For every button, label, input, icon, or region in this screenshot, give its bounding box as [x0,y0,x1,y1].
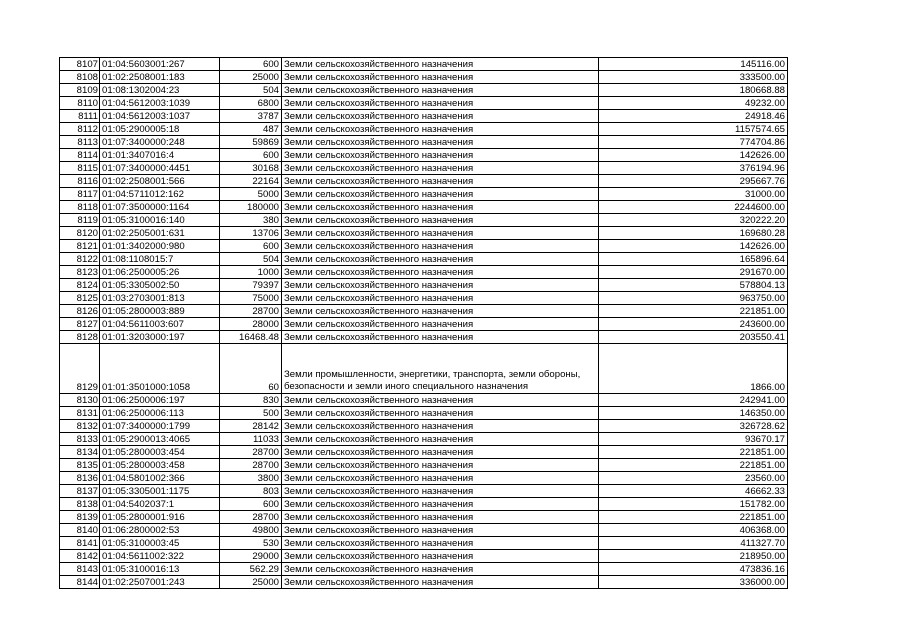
table-row [60,227,788,240]
land-category-cell: Земли сельскохозяйственного назначения [282,292,599,305]
land-category-cell: Земли сельскохозяйственного назначения [282,420,599,433]
cadastral-number-cell: 01:04:5711012:162 [100,188,220,201]
cadastral-value-cell: 326728.62 [599,420,788,433]
cadastral-number-cell: 01:08:1302004:23 [100,84,220,97]
row-number-cell: 8119 [60,214,100,227]
land-category-cell: Земли сельскохозяйственного назначения [282,394,599,407]
cadastral-number-cell: 01:05:2800003:458 [100,459,220,472]
cadastral-number-cell: 01:01:3407016:4 [100,149,220,162]
land-category-cell: Земли сельскохозяйственного назначения [282,58,599,71]
row-number-cell: 8116 [60,175,100,188]
cadastral-value-cell: 142626.00 [599,149,788,162]
row-number-cell: 8131 [60,407,100,420]
cadastral-value-cell: 291670.00 [599,266,788,279]
row-number-cell: 8129 [60,344,100,394]
table-body [60,58,788,589]
table-row [60,188,788,201]
table-row [60,253,788,266]
row-number-cell: 8144 [60,576,100,589]
land-category-cell: Земли сельскохозяйственного назначения [282,136,599,149]
cadastral-value-cell: 46662.33 [599,485,788,498]
cadastral-number-cell: 01:02:2505001:631 [100,227,220,240]
area-cell: 25000 [220,71,282,84]
row-number-cell: 8113 [60,136,100,149]
cadastral-value-cell: 180668.88 [599,84,788,97]
table-row [60,511,788,524]
table-row [60,201,788,214]
table-row [60,149,788,162]
cadastral-value-cell: 774704.86 [599,136,788,149]
row-number-cell: 8143 [60,563,100,576]
cadastral-number-cell: 01:01:3203000:197 [100,331,220,344]
row-number-cell: 8142 [60,550,100,563]
cadastral-value-cell: 2244600.00 [599,201,788,214]
cadastral-value-cell: 142626.00 [599,240,788,253]
land-category-cell: Земли сельскохозяйственного назначения [282,214,599,227]
cadastral-number-cell: 01:06:2800002:53 [100,524,220,537]
cadastral-number-cell: 01:04:5612003:1037 [100,110,220,123]
land-category-cell: Земли сельскохозяйственного назначения [282,97,599,110]
row-number-cell: 8111 [60,110,100,123]
cadastral-value-cell: 336000.00 [599,576,788,589]
cadastral-value-cell: 49232.00 [599,97,788,110]
land-category-cell: Земли сельскохозяйственного назначения [282,305,599,318]
land-parcels-table [59,57,788,589]
cadastral-value-cell: 1157574.65 [599,123,788,136]
area-cell: 49800 [220,524,282,537]
table-row [60,498,788,511]
cadastral-number-cell: 01:06:2500006:113 [100,407,220,420]
cadastral-value-cell: 1866.00 [599,344,788,394]
table-row [60,318,788,331]
table-row [60,123,788,136]
row-number-cell: 8115 [60,162,100,175]
land-category-cell: Земли сельскохозяйственного назначения [282,71,599,84]
area-cell: 487 [220,123,282,136]
table-row [60,71,788,84]
area-cell: 803 [220,485,282,498]
cadastral-value-cell: 221851.00 [599,511,788,524]
table-row [60,524,788,537]
table-row [60,279,788,292]
table-row [60,459,788,472]
land-category-cell: Земли сельскохозяйственного назначения [282,240,599,253]
row-number-cell: 8134 [60,446,100,459]
row-number-cell: 8122 [60,253,100,266]
land-category-cell: Земли сельскохозяйственного назначения [282,149,599,162]
row-number-cell: 8118 [60,201,100,214]
cadastral-number-cell: 01:06:2500006:197 [100,394,220,407]
cadastral-number-cell: 01:07:3500000:1164 [100,201,220,214]
row-number-cell: 8141 [60,537,100,550]
cadastral-number-cell: 01:02:2507001:243 [100,576,220,589]
table-row [60,331,788,344]
cadastral-number-cell: 01:05:3100003:45 [100,537,220,550]
cadastral-number-cell: 01:03:2703001:813 [100,292,220,305]
table-row [60,576,788,589]
table-row [60,266,788,279]
cadastral-value-cell: 203550.41 [599,331,788,344]
table-row [60,97,788,110]
cadastral-value-cell: 146350.00 [599,407,788,420]
row-number-cell: 8117 [60,188,100,201]
land-category-cell: Земли сельскохозяйственного назначения [282,498,599,511]
row-number-cell: 8126 [60,305,100,318]
land-category-cell: Земли сельскохозяйственного назначения [282,318,599,331]
cadastral-number-cell: 01:04:5402037:1 [100,498,220,511]
area-cell: 600 [220,58,282,71]
row-number-cell: 8127 [60,318,100,331]
area-cell: 28700 [220,511,282,524]
row-number-cell: 8109 [60,84,100,97]
cadastral-value-cell: 963750.00 [599,292,788,305]
cadastral-number-cell: 01:05:2900005:18 [100,123,220,136]
row-number-cell: 8112 [60,123,100,136]
table-row [60,550,788,563]
table-row [60,433,788,446]
area-cell: 28142 [220,420,282,433]
table-row [60,344,788,394]
row-number-cell: 8107 [60,58,100,71]
table-row [60,110,788,123]
cadastral-number-cell: 01:06:2500005:26 [100,266,220,279]
area-cell: 5000 [220,188,282,201]
row-number-cell: 8130 [60,394,100,407]
land-category-cell: Земли сельскохозяйственного назначения [282,576,599,589]
cadastral-number-cell: 01:05:3305002:50 [100,279,220,292]
area-cell: 28700 [220,459,282,472]
cadastral-number-cell: 01:07:3400000:4451 [100,162,220,175]
area-cell: 1000 [220,266,282,279]
area-cell: 6800 [220,97,282,110]
table-row [60,214,788,227]
land-category-cell: Земли сельскохозяйственного назначения [282,253,599,266]
cadastral-value-cell: 151782.00 [599,498,788,511]
cadastral-number-cell: 01:05:3305001:1175 [100,485,220,498]
cadastral-value-cell: 411327.70 [599,537,788,550]
area-cell: 180000 [220,201,282,214]
table-row [60,162,788,175]
area-cell: 16468.48 [220,331,282,344]
row-number-cell: 8123 [60,266,100,279]
table-row [60,84,788,97]
table-row [60,420,788,433]
area-cell: 13706 [220,227,282,240]
cadastral-value-cell: 221851.00 [599,305,788,318]
cadastral-number-cell: 01:04:5611003:607 [100,318,220,331]
area-cell: 380 [220,214,282,227]
row-number-cell: 8139 [60,511,100,524]
cadastral-value-cell: 320222.20 [599,214,788,227]
area-cell: 530 [220,537,282,550]
land-category-cell: Земли сельскохозяйственного назначения [282,472,599,485]
row-number-cell: 8120 [60,227,100,240]
land-category-cell: Земли сельскохозяйственного назначения [282,511,599,524]
cadastral-value-cell: 376194.96 [599,162,788,175]
cadastral-number-cell: 01:01:3402000:980 [100,240,220,253]
table-row [60,563,788,576]
cadastral-value-cell: 221851.00 [599,459,788,472]
area-cell: 600 [220,498,282,511]
row-number-cell: 8137 [60,485,100,498]
cadastral-number-cell: 01:07:3400000:248 [100,136,220,149]
land-category-cell: Земли сельскохозяйственного назначения [282,175,599,188]
cadastral-value-cell: 406368.00 [599,524,788,537]
table-row [60,472,788,485]
area-cell: 500 [220,407,282,420]
cadastral-number-cell: 01:02:2508001:183 [100,71,220,84]
row-number-cell: 8124 [60,279,100,292]
table-row [60,305,788,318]
area-cell: 75000 [220,292,282,305]
row-number-cell: 8140 [60,524,100,537]
cadastral-value-cell: 473836.16 [599,563,788,576]
land-category-cell: Земли сельскохозяйственного назначения [282,331,599,344]
row-number-cell: 8136 [60,472,100,485]
area-cell: 59869 [220,136,282,149]
row-number-cell: 8125 [60,292,100,305]
cadastral-value-cell: 242941.00 [599,394,788,407]
land-category-cell: Земли сельскохозяйственного назначения [282,550,599,563]
area-cell: 504 [220,84,282,97]
cadastral-number-cell: 01:05:3100016:13 [100,563,220,576]
cadastral-number-cell: 01:05:2800003:454 [100,446,220,459]
row-number-cell: 8138 [60,498,100,511]
cadastral-number-cell: 01:02:2508001:566 [100,175,220,188]
cadastral-number-cell: 01:05:2800001:916 [100,511,220,524]
cadastral-number-cell: 01:05:2800003:889 [100,305,220,318]
land-category-cell: Земли сельскохозяйственного назначения [282,537,599,550]
area-cell: 22164 [220,175,282,188]
cadastral-number-cell: 01:04:5611002:322 [100,550,220,563]
table-row [60,407,788,420]
cadastral-number-cell: 01:05:3100016:140 [100,214,220,227]
cadastral-number-cell: 01:04:5801002:366 [100,472,220,485]
land-category-cell: Земли сельскохозяйственного назначения [282,110,599,123]
table-row [60,537,788,550]
land-category-cell: Земли сельскохозяйственного назначения [282,188,599,201]
land-category-cell: Земли сельскохозяйственного назначения [282,485,599,498]
area-cell: 504 [220,253,282,266]
land-category-cell: Земли сельскохозяйственного назначения [282,433,599,446]
cadastral-value-cell: 31000.00 [599,188,788,201]
area-cell: 60 [220,344,282,394]
row-number-cell: 8114 [60,149,100,162]
area-cell: 28700 [220,446,282,459]
area-cell: 562.29 [220,563,282,576]
area-cell: 3800 [220,472,282,485]
area-cell: 28700 [220,305,282,318]
area-cell: 79397 [220,279,282,292]
land-category-cell: Земли сельскохозяйственного назначения [282,266,599,279]
cadastral-value-cell: 165896.64 [599,253,788,266]
cadastral-number-cell: 01:04:5603001:267 [100,58,220,71]
row-number-cell: 8128 [60,331,100,344]
row-number-cell: 8110 [60,97,100,110]
area-cell: 3787 [220,110,282,123]
row-number-cell: 8132 [60,420,100,433]
row-number-cell: 8133 [60,433,100,446]
land-category-cell: Земли сельскохозяйственного назначения [282,123,599,136]
table-row [60,446,788,459]
cadastral-number-cell: 01:07:3400000:1799 [100,420,220,433]
cadastral-value-cell: 221851.00 [599,446,788,459]
row-number-cell: 8108 [60,71,100,84]
table-row [60,58,788,71]
land-category-cell: Земли сельскохозяйственного назначения [282,279,599,292]
area-cell: 600 [220,149,282,162]
cadastral-number-cell: 01:08:1108015:7 [100,253,220,266]
table-row [60,485,788,498]
land-category-cell: Земли сельскохозяйственного назначения [282,227,599,240]
cadastral-number-cell: 01:04:5612003:1039 [100,97,220,110]
cadastral-value-cell: 578804.13 [599,279,788,292]
cadastral-value-cell: 333500.00 [599,71,788,84]
area-cell: 11033 [220,433,282,446]
cadastral-value-cell: 23560.00 [599,472,788,485]
land-category-cell: Земли сельскохозяйственного назначения [282,84,599,97]
land-category-cell: Земли сельскохозяйственного назначения [282,459,599,472]
cadastral-value-cell: 24918.46 [599,110,788,123]
land-category-cell: Земли сельскохозяйственного назначения [282,407,599,420]
land-category-cell: Земли сельскохозяйственного назначения [282,162,599,175]
land-category-cell: Земли сельскохозяйственного назначения [282,563,599,576]
cadastral-value-cell: 218950.00 [599,550,788,563]
cadastral-value-cell: 295667.76 [599,175,788,188]
land-category-cell: Земли промышленности, энергетики, транспорта, земли обороны, безопасности и земли иного специального назначения [282,344,599,394]
cadastral-value-cell: 169680.28 [599,227,788,240]
area-cell: 28000 [220,318,282,331]
row-number-cell: 8121 [60,240,100,253]
area-cell: 600 [220,240,282,253]
table-row [60,136,788,149]
table-row [60,240,788,253]
land-category-cell: Земли сельскохозяйственного назначения [282,524,599,537]
cadastral-value-cell: 93670.17 [599,433,788,446]
row-number-cell: 8135 [60,459,100,472]
cadastral-value-cell: 243600.00 [599,318,788,331]
area-cell: 30168 [220,162,282,175]
cadastral-number-cell: 01:05:2900013:4065 [100,433,220,446]
table-row [60,292,788,305]
land-category-cell: Земли сельскохозяйственного назначения [282,446,599,459]
area-cell: 25000 [220,576,282,589]
land-category-cell: Земли сельскохозяйственного назначения [282,201,599,214]
area-cell: 830 [220,394,282,407]
table-row [60,394,788,407]
cadastral-number-cell: 01:01:3501000:1058 [100,344,220,394]
table-row [60,175,788,188]
cadastral-value-cell: 145116.00 [599,58,788,71]
area-cell: 29000 [220,550,282,563]
